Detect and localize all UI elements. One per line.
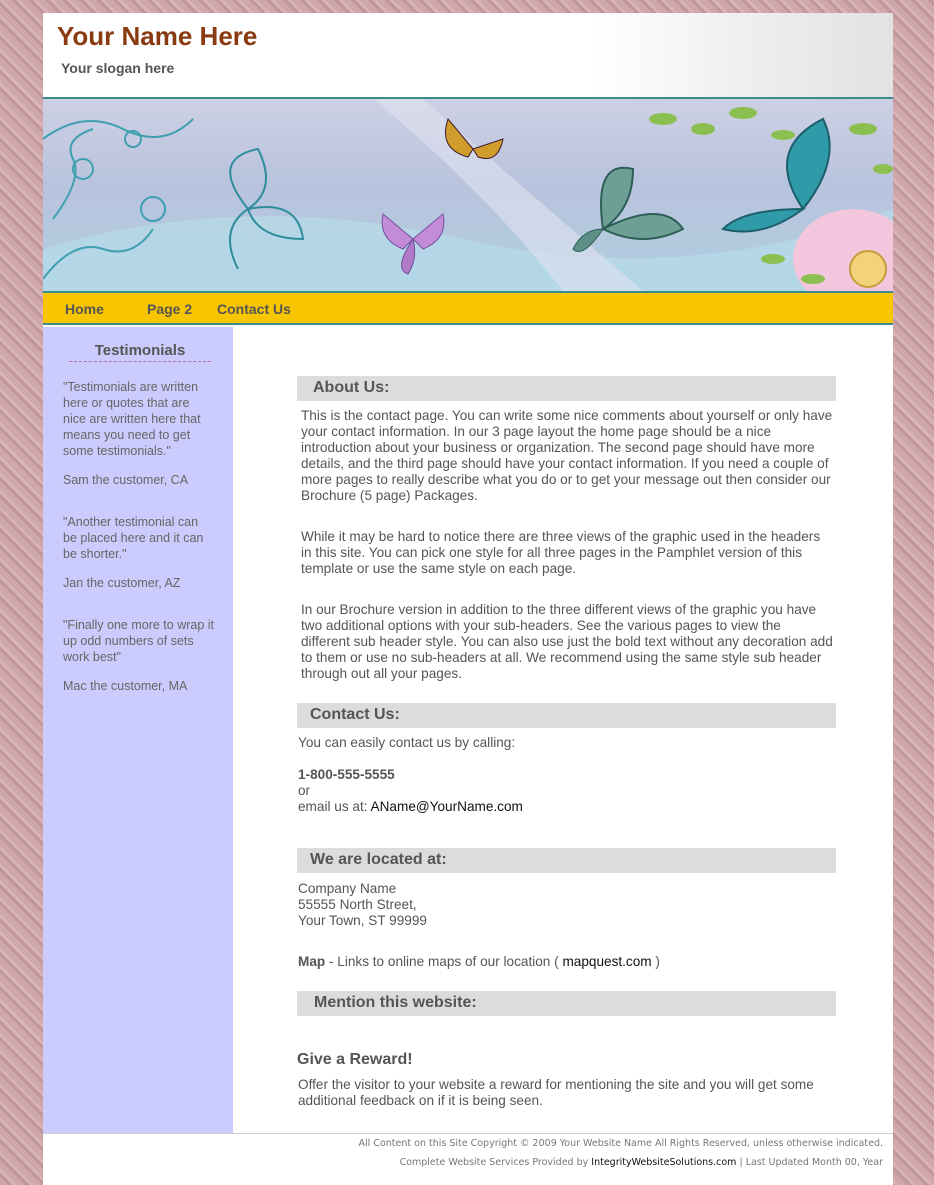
testimonial-author: Jan the customer, AZ bbox=[63, 576, 181, 590]
about-heading: About Us: bbox=[297, 376, 836, 401]
sidebar-title: Testimonials bbox=[69, 342, 211, 362]
footer-services-link[interactable]: IntegrityWebsiteSolutions.com bbox=[591, 1157, 737, 1168]
footer-services-prefix: Complete Website Services Provided by bbox=[399, 1157, 589, 1168]
site-title[interactable]: Your Name Here bbox=[57, 21, 258, 51]
city-address: Your Town, ST 99999 bbox=[298, 913, 427, 928]
testimonial-quote: "Finally one more to wrap it up odd numbers of sets work best" bbox=[63, 618, 215, 664]
email-line bbox=[298, 799, 838, 815]
contact-intro: You can easily contact us by calling: bbox=[298, 735, 516, 750]
testimonial-quote: "Another testimonial can be placed here and it can be shorter." bbox=[63, 515, 204, 561]
email-link[interactable]: AName@YourName.com bbox=[370, 799, 523, 814]
page bbox=[43, 13, 893, 1185]
testimonial-author: Sam the customer, CA bbox=[63, 473, 189, 487]
butterfly-banner-image bbox=[43, 99, 893, 291]
nav-contact-us[interactable]: Contact Us bbox=[217, 301, 291, 317]
reward-title: Give a Reward! bbox=[297, 1051, 413, 1068]
footer-services bbox=[400, 1157, 883, 1168]
sidebar bbox=[43, 327, 233, 1134]
footer-updated: | Last Updated Month 00, Year bbox=[739, 1157, 883, 1168]
company-name: Company Name bbox=[298, 881, 397, 896]
contact-or: or bbox=[298, 783, 311, 798]
about-paragraph: This is the contact page. You can write some nice comments about yourself or only have your contact information. In our 3 page layout the home page should be a nice introduction about your business or organization. The second page should have more details, and the third page should have your contact information. If you need a couple of more pages to really describe what you do or to get your message out then consider our Brochure (5 page) Packages. bbox=[301, 408, 833, 503]
map-close: ) bbox=[651, 954, 660, 969]
street-address: 55555 North Street, bbox=[298, 897, 417, 912]
testimonial-author: Mac the customer, MA bbox=[63, 679, 188, 693]
butterfly-icon bbox=[573, 168, 683, 252]
slogan: Your slogan here bbox=[61, 60, 175, 76]
footer-copyright: All Content on this Site Copyright © 2009 Your Website Name All Rights Reserved, unless otherwise indicated. bbox=[358, 1138, 883, 1149]
about-paragraph: While it may be hard to notice there are three views of the graphic used in the headers in this site. You can pick one style for all three pages in the Pamphlet version of this template or use the same style on each page. bbox=[301, 529, 821, 576]
mapquest-link[interactable]: mapquest.com bbox=[562, 954, 652, 969]
phone-number: 1-800-555-5555 bbox=[298, 767, 395, 782]
banner-graphic bbox=[43, 97, 893, 293]
header-gradient bbox=[593, 13, 893, 97]
map-line bbox=[298, 954, 838, 970]
header bbox=[43, 13, 893, 97]
contact-heading: Contact Us: bbox=[297, 703, 836, 728]
map-text: - Links to online maps of our location ( bbox=[325, 954, 563, 969]
email-prefix: email us at: bbox=[298, 799, 368, 814]
reward-text: Offer the visitor to your website a reward for mentioning the site and you will get some additional feedback on if it is being seen. bbox=[298, 1077, 814, 1108]
footer-divider bbox=[43, 1133, 893, 1134]
mention-heading: Mention this website: bbox=[297, 991, 836, 1016]
location-heading: We are located at: bbox=[297, 848, 836, 873]
nav-page-2[interactable]: Page 2 bbox=[147, 301, 193, 317]
about-paragraph: In our Brochure version in addition to the three different views of the graphic you have two additional options with your sub-headers. See the various pages to view the different sub header style. You can also use just the bold text without any decoration add to them or use no sub-headers at all. We recommend using the same style sub header through out all your pages. bbox=[301, 602, 833, 681]
nav-home[interactable]: Home bbox=[65, 301, 104, 317]
nav-bar bbox=[43, 293, 893, 325]
testimonial-quote: "Testimonials are written here or quotes that are nice are written here that means you need to get some testimonials." bbox=[63, 380, 201, 458]
map-label: Map bbox=[298, 954, 326, 969]
